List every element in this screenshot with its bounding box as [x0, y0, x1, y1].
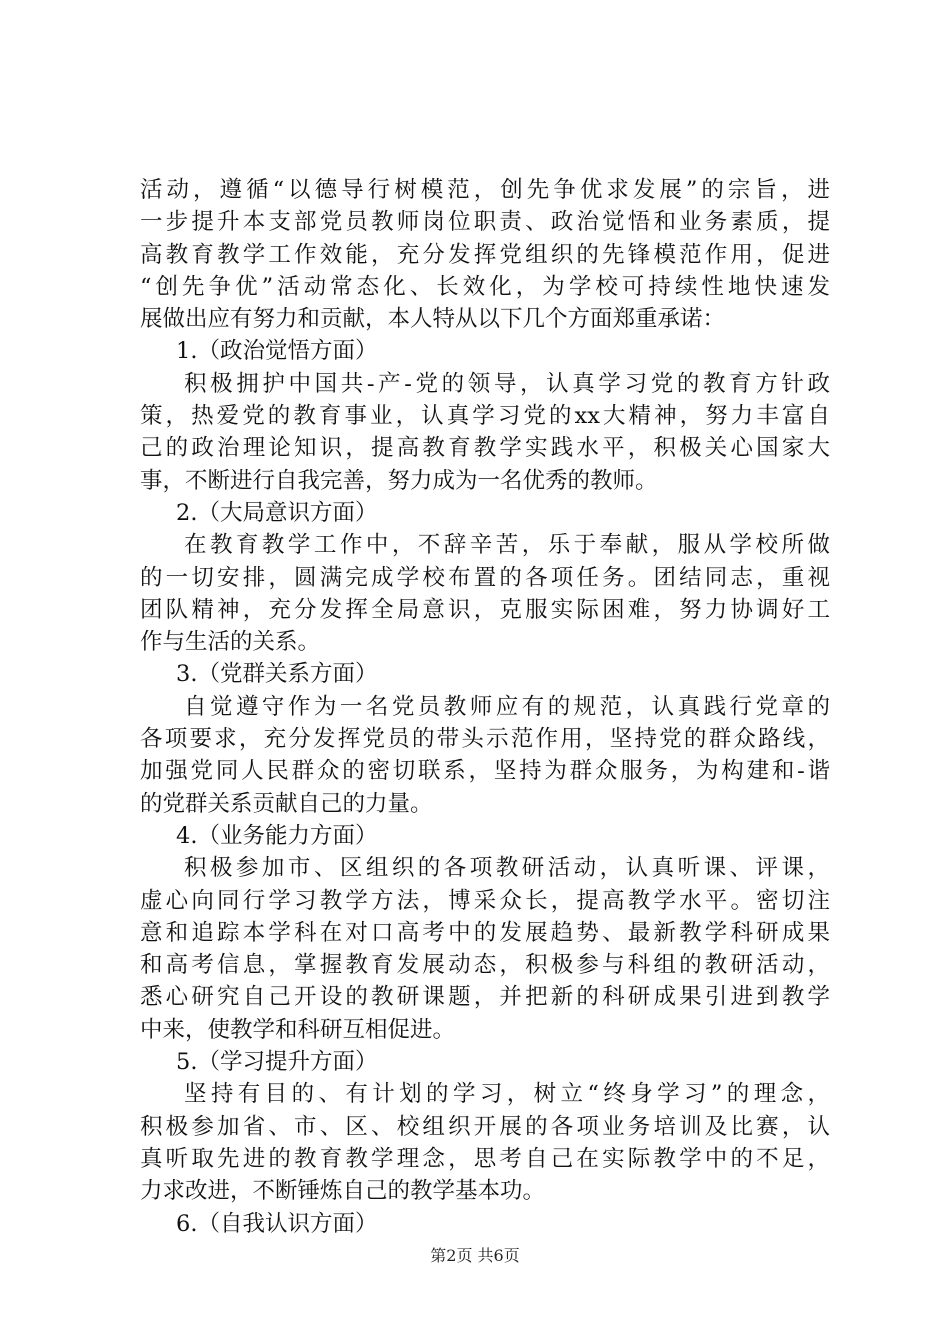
- text-line: 中来，使教学和科研互相促进。: [140, 1016, 456, 1043]
- text-line: 展做出应有努力和贡献，本人特从以下几个方面郑重承诺：: [140, 306, 726, 333]
- section-heading: 2.（大局意识方面）: [176, 499, 378, 526]
- intro-paragraph: [140, 174, 830, 335]
- page-footer: 第2页 共6页: [430, 1246, 520, 1265]
- text-line: 积极参加市、区组织的各项教研活动，认真听课、评课，: [184, 855, 830, 882]
- text-line: 的一切安排，圆满完成学校布置的各项任务。团结同志，重视: [140, 564, 830, 591]
- text-line: 力求改进，不断锤炼自己的教学基本功。: [140, 1178, 546, 1205]
- text-line: 和高考信息，掌握教育发展动态，积极参与科组的教研活动，: [140, 952, 830, 979]
- text-line: 加强党同人民群众的密切联系，坚持为群众服务，为构建和-谐: [140, 758, 830, 785]
- section-professional-ability: [140, 820, 830, 1046]
- section-heading: 6.（自我认识方面）: [176, 1210, 378, 1237]
- text-line: 的党群关系贡献自己的力量。: [140, 790, 433, 817]
- text-line: 悉心研究自己开设的教研课题，并把新的科研成果引进到教学: [140, 984, 830, 1011]
- text-line: 事，不断进行自我完善，努力成为一名优秀的教师。: [140, 467, 658, 494]
- section-party-masses: [140, 658, 830, 819]
- section-heading: 1.（政治觉悟方面）: [176, 338, 378, 365]
- text-line: 虚心向同行学习教学方法，博采众长，提高教学水平。密切注: [140, 887, 830, 914]
- text-line: 积极参加省、市、区、校组织开展的各项业务培训及比赛，认: [140, 1113, 830, 1140]
- section-heading: 3.（党群关系方面）: [176, 661, 378, 688]
- text-line: 团队精神，充分发挥全局意识，克服实际困难，努力协调好工: [140, 596, 830, 623]
- text-line: 真听取先进的教育教学理念，思考自己在实际教学中的不足，: [140, 1145, 830, 1172]
- section-heading: 4.（业务能力方面）: [176, 822, 378, 849]
- section-political: [140, 335, 830, 496]
- text-line: 各项要求，充分发挥党员的带头示范作用，坚持党的群众路线，: [140, 726, 830, 753]
- text-line: 一步提升本支部党员教师岗位职责、政治觉悟和业务素质，提: [140, 209, 830, 236]
- section-overall-awareness: [140, 497, 830, 658]
- text-line: 坚持有目的、有计划的学习，树立“终身学习”的理念，: [184, 1081, 830, 1108]
- text-line: 策，热爱党的教育事业，认真学习党的xx大精神，努力丰富自: [140, 403, 830, 430]
- document-body: [140, 174, 830, 1240]
- text-line: 己的政治理论知识，提高教育教学实践水平，积极关心国家大: [140, 435, 830, 462]
- text-line: 积极拥护中国共-产-党的领导，认真学习党的教育方针政: [184, 370, 830, 397]
- text-line: 自觉遵守作为一名党员教师应有的规范，认真践行党章的: [184, 693, 830, 720]
- section-self-awareness: [140, 1208, 830, 1240]
- text-line: “创先争优”活动常态化、长效化，为学校可持续性地快速发: [140, 273, 830, 300]
- text-line: 作与生活的关系。: [140, 629, 321, 656]
- text-line: 活动，遵循“以德导行树模范，创先争优求发展”的宗旨，进: [140, 177, 830, 203]
- section-heading: 5.（学习提升方面）: [176, 1049, 378, 1076]
- text-line: 高教育教学工作效能，充分发挥党组织的先锋模范作用，促进: [140, 241, 830, 268]
- text-line: 意和追踪本学科在对口高考中的发展趋势、最新教学科研成果: [140, 919, 830, 946]
- section-learning: [140, 1046, 830, 1207]
- text-line: 在教育教学工作中，不辞辛苦，乐于奉献，服从学校所做: [184, 532, 830, 559]
